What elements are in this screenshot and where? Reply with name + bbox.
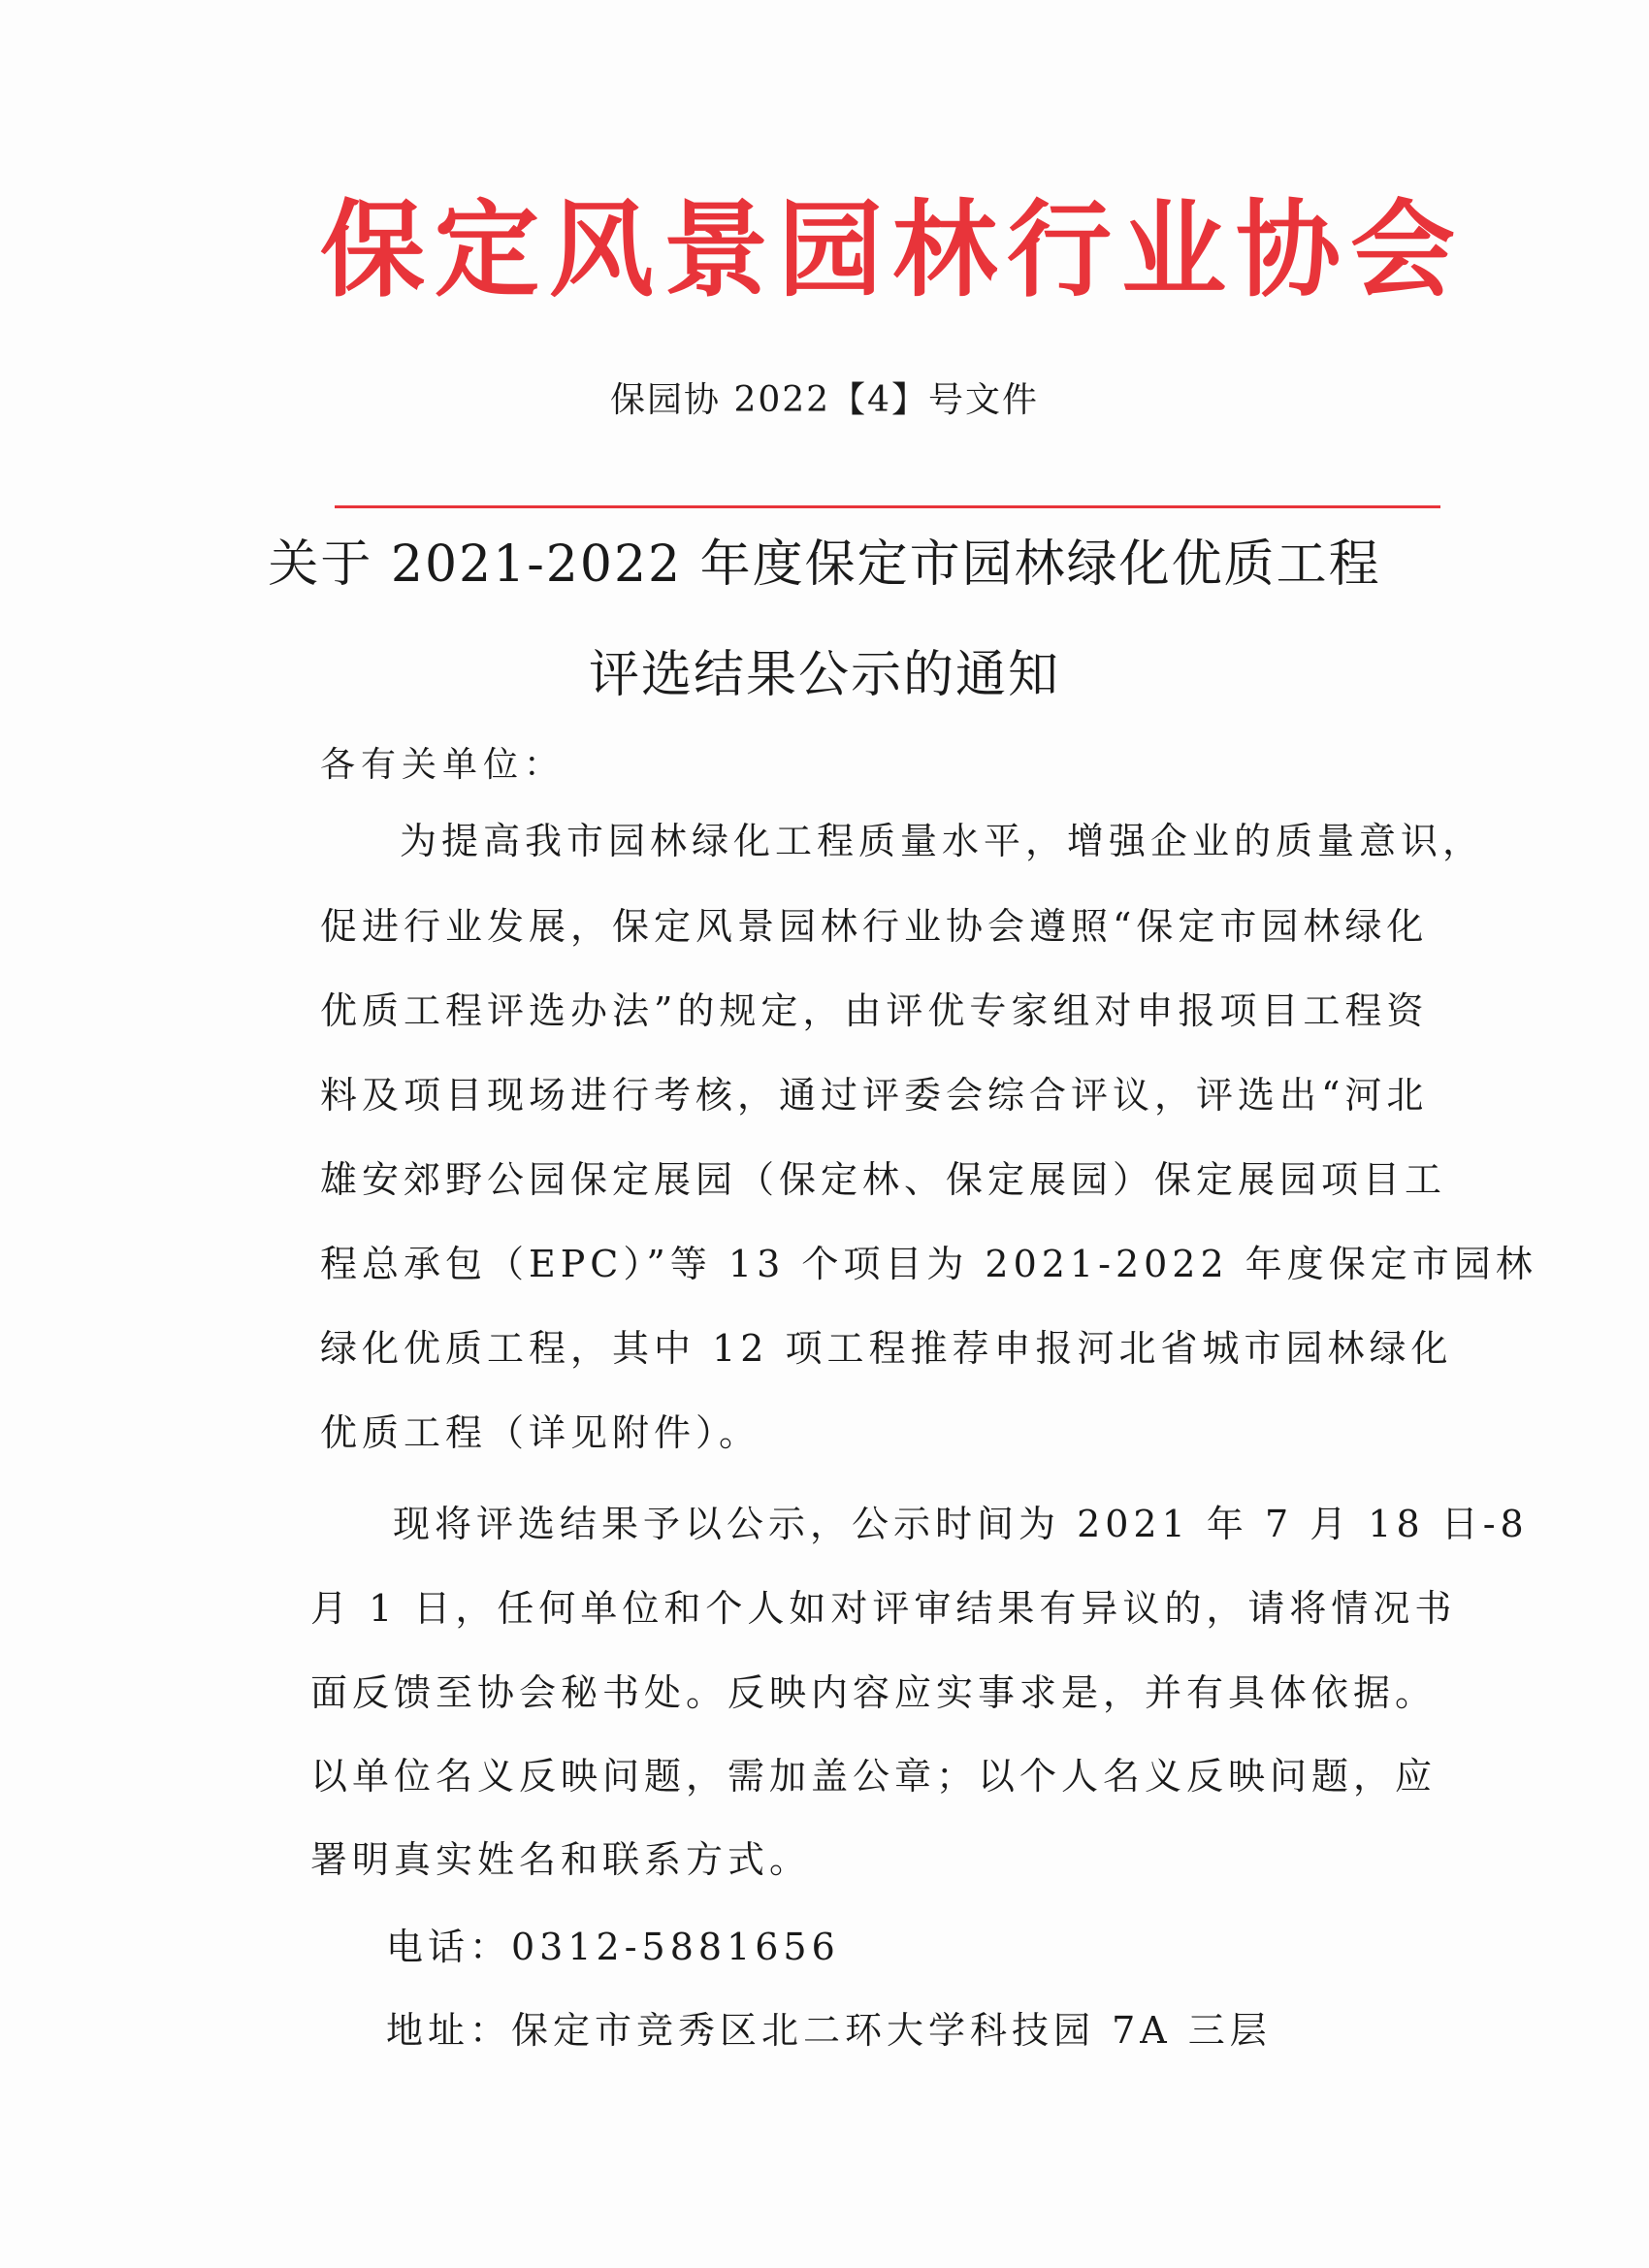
paragraph-1-line: 优质工程（详见附件）。 [320,1411,761,1454]
notice-title-line-2: 评选结果公示的通知 [588,646,1060,704]
paragraph-1-line: 程总承包（EPC）”等 13 个项目为 2021-2022 年度保定市园林 [320,1243,1537,1285]
paragraph-2-line: 面反馈至协会秘书处。反映内容应实事求是，并有具体依据。 [310,1671,1438,1714]
document-number: 保园协 2022【4】号文件 [610,380,1039,420]
paragraph-2-line: 署明真实姓名和联系方式。 [310,1838,812,1881]
paragraph-2-line: 现将评选结果予以公示，公示时间为 2021 年 7 月 18 日-8 [393,1503,1529,1545]
paragraph-1-line: 绿化优质工程，其中 12 项工程推荐申报河北省城市园林绿化 [320,1327,1453,1370]
header-divider [335,505,1440,508]
contact-phone: 电话：0312-5881656 [386,1926,840,1968]
paragraph-1-line: 优质工程评选办法”的规定，由评优专家组对申报项目工程资 [320,989,1429,1032]
paragraph-1-line: 为提高我市园林绿化工程质量水平，增强企业的质量意识， [400,820,1485,862]
paragraph-1-line: 雄安郊野公园保定展园（保定林、保定展园）保定展园项目工 [320,1158,1447,1201]
paragraph-2-line: 以单位名义反映问题，需加盖公章；以个人名义反映问题，应 [310,1755,1438,1798]
salutation: 各有关单位： [320,745,566,785]
paragraph-2-line: 月 1 日，任何单位和个人如对评审结果有异议的，请将情况书 [310,1587,1457,1630]
paragraph-1-line: 促进行业发展，保定风景园林行业协会遵照“保定市园林绿化 [320,905,1429,948]
paragraph-1-line: 料及项目现场进行考核，通过评委会综合评议，评选出“河北 [320,1074,1429,1117]
contact-address: 地址：保定市竞秀区北二环大学科技园 7A 三层 [386,2009,1272,2052]
organization-header: 保定风景园林行业协会 [320,190,1466,311]
notice-title-line-1: 关于 2021-2022 年度保定市园林绿化优质工程 [268,535,1381,594]
